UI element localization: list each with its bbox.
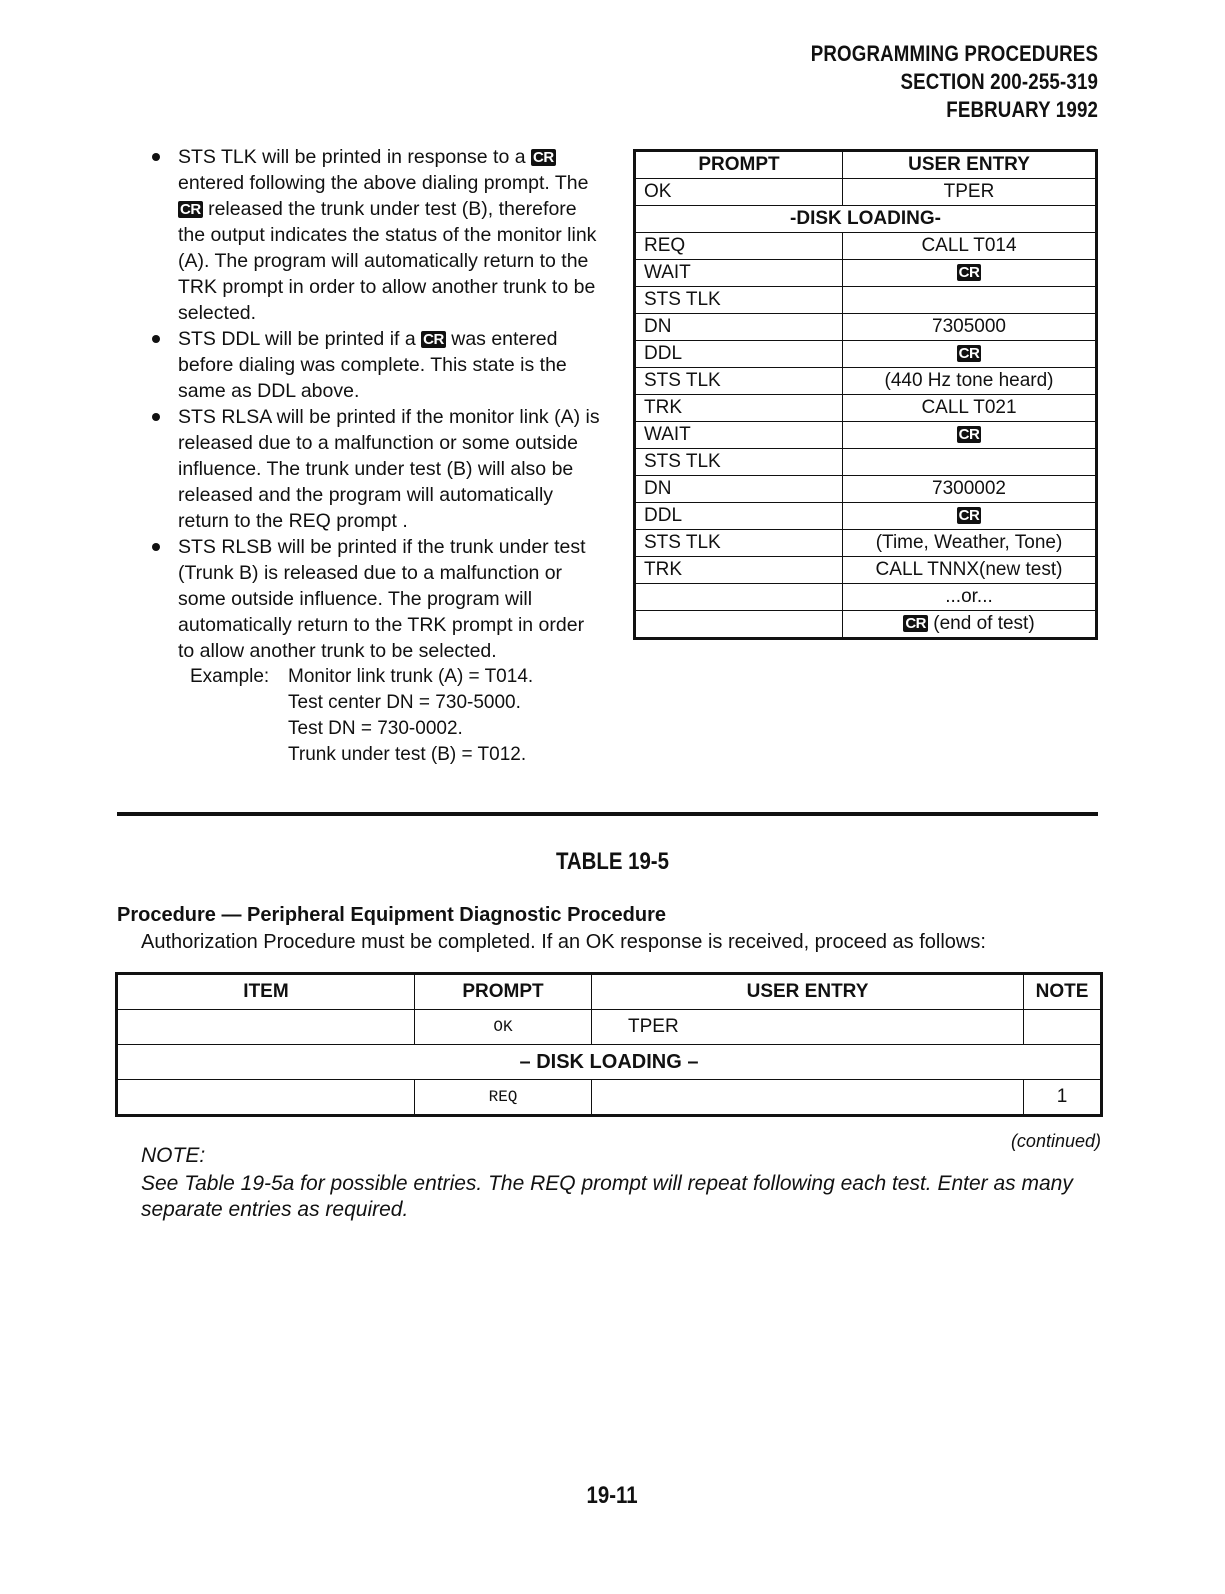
bullet-text: STS RLSA will be printed if the monitor link (A) is released due to a malfunction or some outside influence. The trunk under test (B) will also be released and the program will automatically return to the REQ prompt . [178,406,600,532]
bullet-icon [152,335,160,343]
cr-key-icon: CR [958,426,980,443]
entry-cell: (440 Hz tone heard) [843,368,1097,395]
table-row [635,179,1097,206]
entry-cell [843,449,1097,476]
page-header [811,40,1098,124]
table-row [635,557,1097,584]
bullet-icon [152,153,160,161]
prompt-cell: STS TLK [635,449,843,476]
bullet-item [150,326,600,404]
column-header: PROMPT [415,974,592,1010]
note-text: See Table 19-5a for possible entries. The REQ prompt will repeat following each test. Enter as many separate entries as required. [141,1172,1073,1221]
table-row [635,476,1097,503]
example-line: Trunk under test (B) = T012. [288,744,527,765]
bullet-text: STS RLSB will be printed if the trunk under test (Trunk B) is released due to a malfunction or some outside influence. The program will automatically return to the TRK prompt in order to allow another trunk to be selected. [178,536,586,662]
table-row [635,260,1097,287]
item-cell [117,1080,415,1116]
table-title [0,848,1225,876]
cr-key-icon: CR [533,149,554,166]
table-row [635,422,1097,449]
prompt-cell: DDL [635,341,843,368]
table-row [635,503,1097,530]
example-label: Example: [190,666,270,687]
bullet-item [150,144,600,326]
example-line: Test center DN = 730-5000. [288,692,521,713]
bullet-item [150,534,600,664]
bullet-text: STS TLK will be printed in response to a [178,146,526,168]
bullet-text: released the trunk under test (B), therefore the output indicates the status of the monitor link (A). The program will automatically return to the TRK prompt in order to allow another trunk to be selected. [178,198,597,324]
entry-cell [843,260,1097,287]
prompt-cell: OK [415,1010,592,1045]
entry-cell: 7300002 [843,476,1097,503]
prompt-entry-table [633,149,1098,640]
prompt-cell: STS TLK [635,368,843,395]
entry-cell: TPER [592,1010,1024,1045]
column-header: ITEM [117,974,415,1010]
entry-cell: 7305000 [843,314,1097,341]
prompt-cell: WAIT [635,260,843,287]
cr-key-icon: CR [958,345,980,362]
cr-key-icon: CR [905,615,926,632]
entry-cell [843,287,1097,314]
prompt-cell [635,611,843,639]
table-row [635,584,1097,611]
cr-key-icon: CR [958,264,980,281]
page-number [0,1482,1225,1510]
prompt-cell: TRK [635,395,843,422]
entry-cell [843,503,1097,530]
section-divider [117,812,1098,816]
prompt-cell: DDL [635,503,843,530]
bullet-text: entered following the above dialing prompt. The [178,172,589,194]
entry-cell: CALL T014 [843,233,1097,260]
entry-cell: ...or... [843,584,1097,611]
entry-cell: CALL TNNX(new test) [843,557,1097,584]
disk-loading-row [117,1045,1102,1080]
bullet-text: was entered before dialing was complete. This state is the same as DDL above. [178,328,567,402]
disk-loading-cell: -DISK LOADING- [635,206,1097,233]
bullet-item [150,404,600,534]
prompt-cell: OK [635,179,843,206]
continued-label: (continued) [1010,1131,1101,1151]
bullet-list [150,144,600,768]
table-row [635,530,1097,557]
procedure-table [115,972,1103,1117]
header-line-2: SECTION 200-255-319 [900,69,1098,94]
prompt-cell: STS TLK [635,530,843,557]
table-header-row [117,974,1102,1010]
cr-key-icon: CR [958,507,980,524]
header-line-3: FEBRUARY 1992 [946,97,1098,122]
table-row [635,395,1097,422]
table-row [117,1010,1102,1045]
table-row [117,1080,1102,1116]
bullet-icon [152,543,160,551]
entry-cell: CALL T021 [843,395,1097,422]
note-cell: 1 [1024,1080,1102,1116]
disk-loading-row [635,206,1097,233]
column-header: USER ENTRY [843,151,1097,179]
procedure-title: Procedure — Peripheral Equipment Diagnostic Procedure [117,904,667,926]
prompt-cell: REQ [635,233,843,260]
entry-cell: (Time, Weather, Tone) [843,530,1097,557]
bullet-icon [152,413,160,421]
table-row [635,368,1097,395]
table-row [635,287,1097,314]
column-header: USER ENTRY [592,974,1024,1010]
table-title-text: TABLE 19-5 [556,848,669,875]
authorization-text: Authorization Procedure must be completed. If an OK response is received, proceed as follows: [141,931,986,953]
column-header: PROMPT [635,151,843,179]
note-label: NOTE: [141,1144,206,1167]
prompt-cell: TRK [635,557,843,584]
prompt-cell: STS TLK [635,287,843,314]
example-line: Test DN = 730-0002. [288,718,463,739]
entry-cell [843,422,1097,449]
header-line-1: PROGRAMMING PROCEDURES [810,41,1098,66]
entry-cell [592,1080,1024,1116]
prompt-cell: REQ [415,1080,592,1116]
prompt-cell: DN [635,476,843,503]
prompt-cell: WAIT [635,422,843,449]
item-cell [117,1010,415,1045]
table-row [635,233,1097,260]
page-number-text: 19-11 [586,1482,639,1509]
column-header: NOTE [1024,974,1102,1010]
entry-cell [843,341,1097,368]
table-header-row [635,151,1097,179]
example-block [190,664,600,768]
table-row [635,314,1097,341]
bullet-text: STS DDL will be printed if a [178,328,416,350]
entry-cell: TPER [843,179,1097,206]
table-row [635,611,1097,639]
example-line: Monitor link trunk (A) = T014. [288,666,534,687]
table-row [635,341,1097,368]
entry-cell [843,611,1097,639]
entry-text: (end of test) [933,613,1035,634]
prompt-cell [635,584,843,611]
table-row [635,449,1097,476]
note-cell [1024,1010,1102,1045]
disk-loading-cell: – DISK LOADING – [117,1045,1102,1080]
cr-key-icon: CR [180,201,201,218]
cr-key-icon: CR [423,331,444,348]
prompt-cell: DN [635,314,843,341]
